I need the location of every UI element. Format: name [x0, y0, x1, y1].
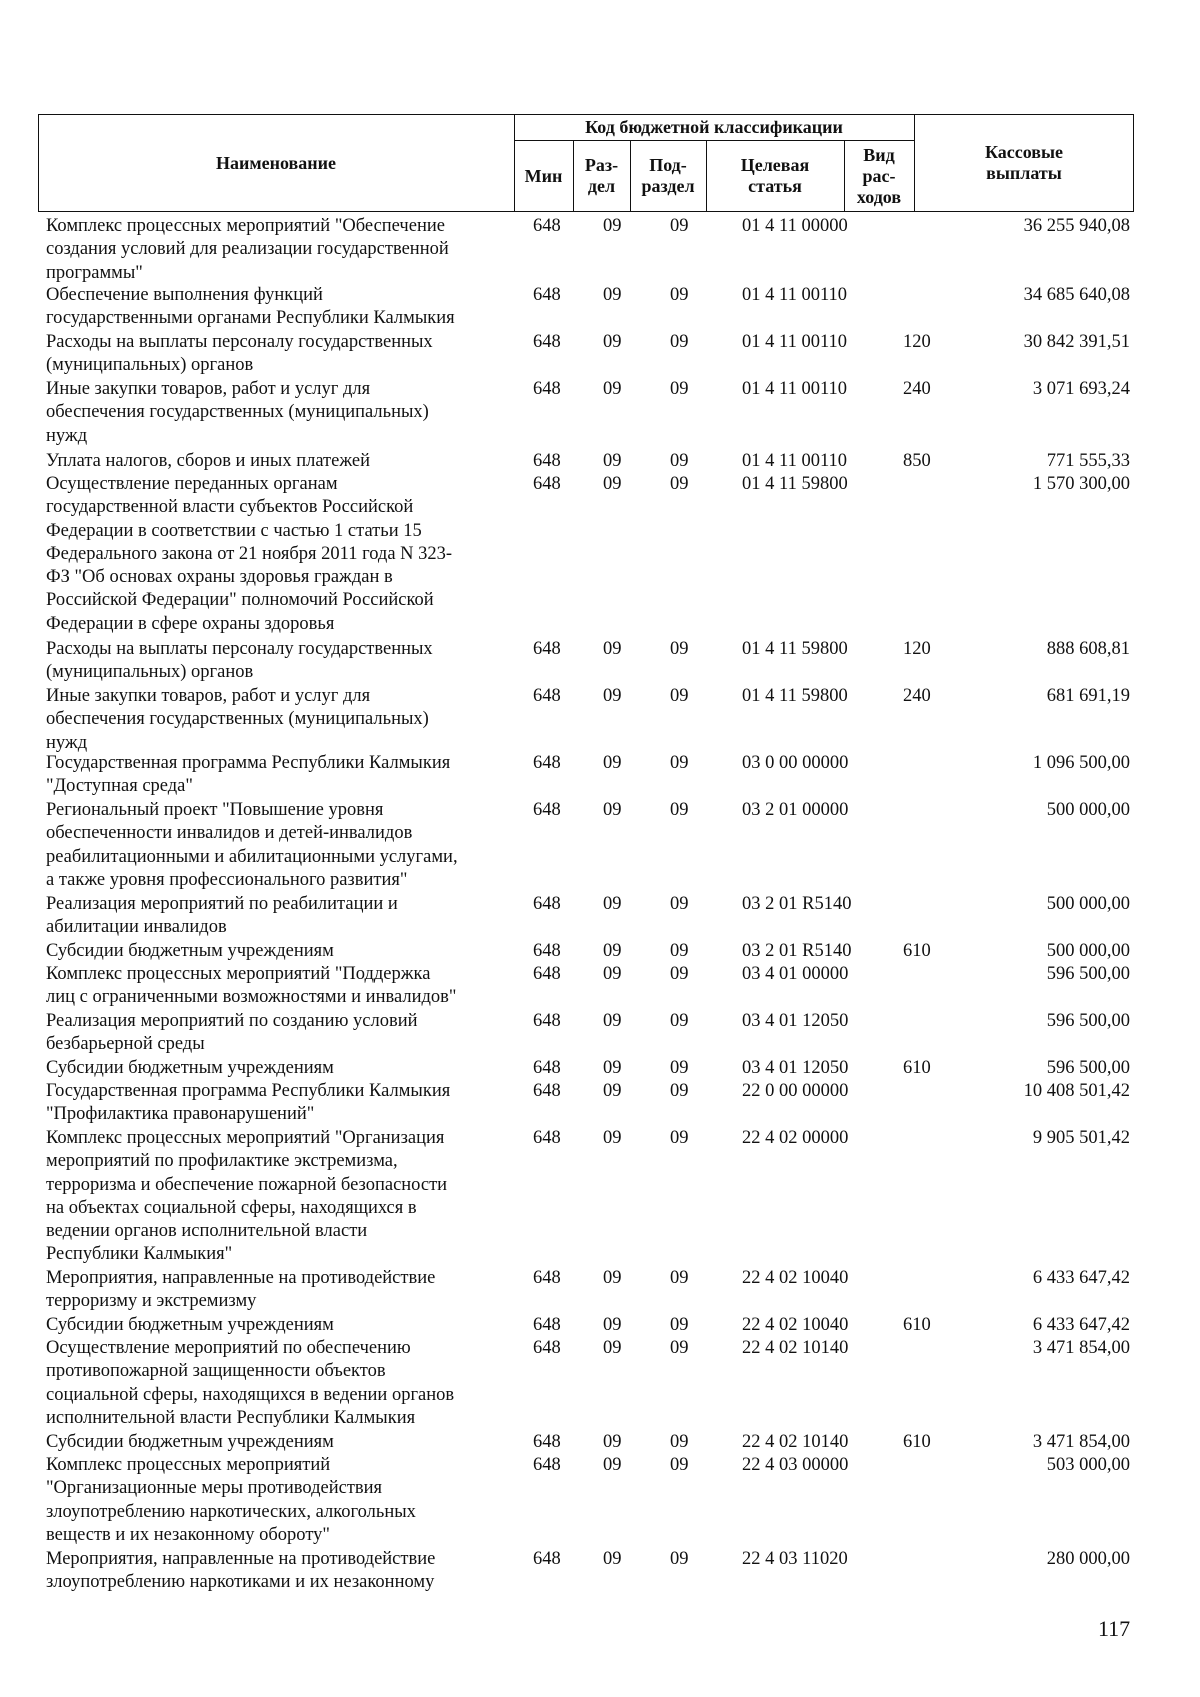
row-celevaya: 01 4 11 59800 — [742, 686, 848, 706]
row-min: 648 — [533, 379, 561, 399]
row-min: 648 — [533, 639, 561, 659]
row-razdel: 09 — [603, 1549, 622, 1569]
row-amount: 500 000,00 — [1046, 894, 1130, 914]
row-min: 648 — [533, 964, 561, 984]
row-min: 648 — [533, 753, 561, 773]
row-amount: 596 500,00 — [1046, 1011, 1130, 1031]
row-celevaya: 22 4 02 10040 — [742, 1315, 849, 1335]
row-amount: 3 071 693,24 — [1032, 379, 1130, 399]
row-podrazdel: 09 — [670, 379, 689, 399]
row-podrazdel: 09 — [670, 639, 689, 659]
row-razdel: 09 — [603, 1058, 622, 1078]
row-min: 648 — [533, 1455, 561, 1475]
row-razdel: 09 — [603, 332, 622, 352]
row-vid: 610 — [903, 1315, 931, 1335]
row-razdel: 09 — [603, 639, 622, 659]
row-celevaya: 01 4 11 59800 — [742, 474, 848, 494]
row-name: Расходы на выплаты персоналу государственных (муниципальных) органов — [46, 332, 433, 376]
row-razdel: 09 — [603, 1315, 622, 1335]
row-min: 648 — [533, 894, 561, 914]
row-razdel: 09 — [603, 941, 622, 961]
row-name: Реализация мероприятий по реабилитации и абилитации инвалидов — [46, 894, 398, 938]
row-min: 648 — [533, 216, 561, 236]
row-celevaya: 03 2 01 00000 — [742, 800, 849, 820]
row-razdel: 09 — [603, 1432, 622, 1452]
row-razdel: 09 — [603, 1455, 622, 1475]
row-razdel: 09 — [603, 894, 622, 914]
row-podrazdel: 09 — [670, 1128, 689, 1148]
row-celevaya: 22 4 03 00000 — [742, 1455, 849, 1475]
row-razdel: 09 — [603, 1011, 622, 1031]
row-min: 648 — [533, 686, 561, 706]
row-min: 648 — [533, 285, 561, 305]
row-podrazdel: 09 — [670, 964, 689, 984]
row-name: Иные закупки товаров, работ и услуг для обеспечения государственных (муниципальных) нужд — [46, 686, 429, 753]
row-amount: 500 000,00 — [1046, 941, 1130, 961]
row-amount: 681 691,19 — [1046, 686, 1130, 706]
header-razdel: Раз- дел — [584, 155, 619, 196]
row-podrazdel: 09 — [670, 1058, 689, 1078]
row-podrazdel: 09 — [670, 686, 689, 706]
row-name: Расходы на выплаты персоналу государственных (муниципальных) органов — [46, 639, 433, 683]
row-podrazdel: 09 — [670, 1549, 689, 1569]
row-name: Субсидии бюджетным учреждениям — [46, 941, 334, 961]
row-name: Комплекс процессных мероприятий "Организационные меры противодействия злоупотреблению наркотических, алкогольных веществ и их незаконному обороту" — [46, 1455, 416, 1545]
row-name: Комплекс процессных мероприятий "Организация мероприятий по профилактике экстремизма, терроризма и обеспечение пожарной безопасности на объектах социальной сферы, находящихся в ведении органов исполнительной власти Республики Калмыкия" — [46, 1128, 448, 1265]
row-amount: 888 608,81 — [1046, 639, 1130, 659]
header-group: Код бюджетной классификации — [585, 116, 843, 137]
row-amount: 36 255 940,08 — [1023, 216, 1130, 236]
row-name: Государственная программа Республики Калмыкия "Профилактика правонарушений" — [46, 1081, 451, 1125]
row-name: Субсидии бюджетным учреждениям — [46, 1058, 334, 1078]
row-podrazdel: 09 — [670, 1432, 689, 1452]
row-amount: 3 471 854,00 — [1032, 1338, 1130, 1358]
header-min: Мин — [524, 165, 563, 186]
row-amount: 3 471 854,00 — [1032, 1432, 1130, 1452]
row-razdel: 09 — [603, 451, 622, 471]
row-name: Обеспечение выполнения функций государственными органами Республики Калмыкия — [46, 285, 455, 329]
row-amount: 30 842 391,51 — [1023, 332, 1130, 352]
row-amount: 1 570 300,00 — [1032, 474, 1130, 494]
row-podrazdel: 09 — [670, 941, 689, 961]
row-min: 648 — [533, 941, 561, 961]
row-min: 648 — [533, 1011, 561, 1031]
row-amount: 596 500,00 — [1046, 964, 1130, 984]
row-name: Иные закупки товаров, работ и услуг для обеспечения государственных (муниципальных) нужд — [46, 379, 429, 446]
row-podrazdel: 09 — [670, 800, 689, 820]
row-amount: 6 433 647,42 — [1032, 1268, 1130, 1288]
row-amount: 1 096 500,00 — [1032, 753, 1130, 773]
row-podrazdel: 09 — [670, 1268, 689, 1288]
row-name: Комплекс процессных мероприятий "Поддержка лиц с ограниченными возможностями и инвалидов" — [46, 964, 457, 1008]
row-celevaya: 22 0 00 00000 — [742, 1081, 849, 1101]
row-podrazdel: 09 — [670, 216, 689, 236]
row-name: Уплата налогов, сборов и иных платежей — [46, 451, 371, 471]
row-celevaya: 22 4 02 10040 — [742, 1268, 849, 1288]
row-min: 648 — [533, 451, 561, 471]
row-min: 648 — [533, 800, 561, 820]
row-podrazdel: 09 — [670, 1011, 689, 1031]
header-vid: Вид рас- ходов — [856, 144, 902, 207]
row-celevaya: 01 4 11 00110 — [742, 285, 848, 305]
row-celevaya: 01 4 11 00000 — [742, 216, 848, 236]
row-min: 648 — [533, 1432, 561, 1452]
row-celevaya: 03 4 01 12050 — [742, 1058, 849, 1078]
row-celevaya: 22 4 03 11020 — [742, 1549, 848, 1569]
row-vid: 240 — [903, 379, 931, 399]
row-celevaya: 01 4 11 59800 — [742, 639, 848, 659]
header-celevaya: Целевая статья — [740, 155, 810, 196]
row-celevaya: 01 4 11 00110 — [742, 379, 848, 399]
row-vid: 610 — [903, 1432, 931, 1452]
row-celevaya: 22 4 02 10140 — [742, 1432, 849, 1452]
row-min: 648 — [533, 1549, 561, 1569]
row-amount: 503 000,00 — [1046, 1455, 1130, 1475]
row-min: 648 — [533, 1268, 561, 1288]
row-name: Осуществление переданных органам государственной власти субъектов Российской Федерации в соответствии с частью 1 статьи 15 Федерального закона от 21 ноября 2011 года N 323- ФЗ "Об основах охраны здоровья граждан в Российской Федерации" полномочий Российской Федерации в сфере охраны здоровья — [46, 474, 453, 634]
row-podrazdel: 09 — [670, 753, 689, 773]
row-vid: 850 — [903, 451, 931, 471]
row-min: 648 — [533, 1338, 561, 1358]
row-vid: 610 — [903, 941, 931, 961]
row-celevaya: 22 4 02 00000 — [742, 1128, 849, 1148]
header-podrazdel: Под- раздел — [641, 155, 695, 196]
row-amount: 10 408 501,42 — [1023, 1081, 1130, 1101]
row-min: 648 — [533, 1128, 561, 1148]
row-celevaya: 01 4 11 00110 — [742, 451, 848, 471]
row-celevaya: 22 4 02 10140 — [742, 1338, 849, 1358]
row-min: 648 — [533, 332, 561, 352]
row-razdel: 09 — [603, 1338, 622, 1358]
row-podrazdel: 09 — [670, 1081, 689, 1101]
header-kassovye: Кассовые выплаты — [984, 142, 1064, 183]
row-vid: 120 — [903, 639, 931, 659]
row-amount: 500 000,00 — [1046, 800, 1130, 820]
row-name: Субсидии бюджетным учреждениям — [46, 1432, 334, 1452]
row-razdel: 09 — [603, 964, 622, 984]
row-name: Региональный проект "Повышение уровня обеспеченности инвалидов и детей-инвалидов реабилитационными и абилитационными услугами, а также уровня профессионального развития" — [46, 800, 458, 890]
row-amount: 6 433 647,42 — [1032, 1315, 1130, 1335]
row-name: Мероприятия, направленные на противодействие терроризму и экстремизму — [46, 1268, 436, 1312]
row-celevaya: 03 2 01 R5140 — [742, 941, 852, 961]
row-vid: 610 — [903, 1058, 931, 1078]
row-razdel: 09 — [603, 1081, 622, 1101]
table-header — [38, 114, 1134, 212]
row-razdel: 09 — [603, 1268, 622, 1288]
row-podrazdel: 09 — [670, 285, 689, 305]
row-razdel: 09 — [603, 216, 622, 236]
row-amount: 771 555,33 — [1046, 451, 1130, 471]
row-vid: 120 — [903, 332, 931, 352]
row-celevaya: 01 4 11 00110 — [742, 332, 848, 352]
row-podrazdel: 09 — [670, 1455, 689, 1475]
row-razdel: 09 — [603, 474, 622, 494]
row-min: 648 — [533, 1081, 561, 1101]
row-razdel: 09 — [603, 800, 622, 820]
row-podrazdel: 09 — [670, 894, 689, 914]
row-podrazdel: 09 — [670, 1338, 689, 1358]
row-name: Осуществление мероприятий по обеспечению противопожарной защищенности объектов социальной сферы, находящихся в ведении органов исполнительной власти Республики Калмыкия — [46, 1338, 455, 1428]
row-celevaya: 03 4 01 12050 — [742, 1011, 849, 1031]
row-name: Мероприятия, направленные на противодействие злоупотреблению наркотиками и их незаконному — [46, 1549, 436, 1593]
row-podrazdel: 09 — [670, 1315, 689, 1335]
header-name: Наименование — [216, 152, 336, 173]
row-podrazdel: 09 — [670, 332, 689, 352]
row-amount: 34 685 640,08 — [1023, 285, 1130, 305]
row-min: 648 — [533, 474, 561, 494]
row-celevaya: 03 2 01 R5140 — [742, 894, 852, 914]
row-name: Субсидии бюджетным учреждениям — [46, 1315, 334, 1335]
page-number: 117 — [1098, 1616, 1131, 1641]
row-amount: 280 000,00 — [1046, 1549, 1130, 1569]
row-amount: 9 905 501,42 — [1032, 1128, 1130, 1148]
row-amount: 596 500,00 — [1046, 1058, 1130, 1078]
row-podrazdel: 09 — [670, 451, 689, 471]
row-razdel: 09 — [603, 686, 622, 706]
row-celevaya: 03 4 01 00000 — [742, 964, 849, 984]
row-razdel: 09 — [603, 1128, 622, 1148]
row-min: 648 — [533, 1315, 561, 1335]
row-name: Государственная программа Республики Калмыкия "Доступная среда" — [46, 753, 451, 797]
row-celevaya: 03 0 00 00000 — [742, 753, 849, 773]
row-name: Реализация мероприятий по созданию условий безбарьерной среды — [46, 1011, 418, 1055]
row-razdel: 09 — [603, 753, 622, 773]
row-name: Комплекс процессных мероприятий "Обеспечение создания условий для реализации государственной программы" — [46, 216, 449, 283]
row-razdel: 09 — [603, 379, 622, 399]
row-podrazdel: 09 — [670, 474, 689, 494]
row-vid: 240 — [903, 686, 931, 706]
row-min: 648 — [533, 1058, 561, 1078]
row-razdel: 09 — [603, 285, 622, 305]
